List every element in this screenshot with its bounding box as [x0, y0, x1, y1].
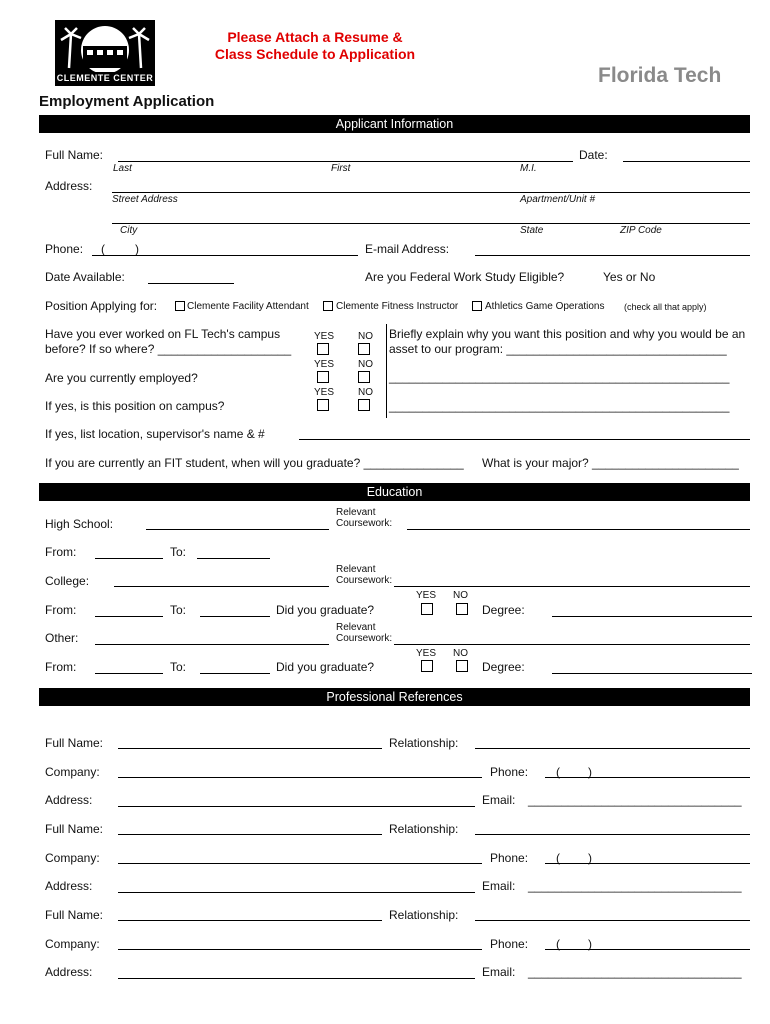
phone-paren-close: ): [135, 242, 139, 256]
hs-coursework-field[interactable]: [407, 529, 750, 530]
date-label: Date:: [579, 148, 608, 162]
ref3-full-name-label: Full Name:: [45, 908, 104, 922]
ref2-company-field[interactable]: [118, 863, 482, 864]
ref2-phone-paren-close: ): [588, 851, 592, 865]
other-to-field[interactable]: [200, 673, 270, 674]
ref2-full-name-label: Full Name:: [45, 822, 104, 836]
campus-no-label: NO: [358, 387, 373, 398]
hs-from-label: From:: [45, 545, 77, 559]
ref3-phone-field[interactable]: [545, 949, 750, 950]
other-coursework-label: Coursework:: [336, 633, 393, 644]
ref1-phone-paren-open: (: [556, 765, 560, 779]
ref3-full-name-field[interactable]: [118, 920, 382, 921]
ref2-relationship-field[interactable]: [475, 834, 750, 835]
explain-prompt-line1: Briefly explain why you want this position and why you would be an: [389, 327, 746, 341]
college-degree-field[interactable]: [552, 616, 752, 617]
ref2-phone-paren-open: (: [556, 851, 560, 865]
city-sublabel: City: [120, 225, 138, 236]
ref2-phone-field[interactable]: [545, 863, 750, 864]
ref3-phone-paren-open: (: [556, 937, 560, 951]
position-checkbox-fitness[interactable]: [323, 301, 333, 311]
major-question: What is your major? ______________________: [482, 456, 739, 470]
other-graduate-question: Did you graduate?: [276, 660, 375, 674]
worked-yes-checkbox[interactable]: [317, 343, 329, 355]
ref3-phone-paren-close: ): [588, 937, 592, 951]
college-degree-label: Degree:: [482, 603, 525, 617]
college-no-label: NO: [453, 590, 468, 601]
other-degree-field[interactable]: [552, 673, 752, 674]
org-name: Florida Tech: [598, 64, 722, 87]
position-option-fitness: Clemente Fitness Instructor: [336, 301, 459, 312]
explain-line4: ___________________________________________________: [389, 399, 730, 413]
ref3-company-label: Company:: [45, 937, 100, 951]
college-from-label: From:: [45, 603, 77, 617]
first-sublabel: First: [331, 163, 351, 174]
date-available-field[interactable]: [148, 283, 234, 284]
email-field[interactable]: [475, 255, 750, 256]
phone-field[interactable]: [92, 255, 358, 256]
other-degree-label: Degree:: [482, 660, 525, 674]
hs-relevant-label: Relevant: [336, 507, 376, 518]
high-school-field[interactable]: [146, 529, 329, 530]
high-school-label: High School:: [45, 517, 114, 531]
attach-notice-line2: Class Schedule to Application: [214, 46, 416, 62]
ref1-company-field[interactable]: [118, 777, 482, 778]
ref2-address-field[interactable]: [118, 892, 475, 893]
hs-from-field[interactable]: [95, 558, 163, 559]
college-yes-label: YES: [416, 590, 437, 601]
college-to-label: To:: [170, 603, 187, 617]
ref1-email-label: Email:: [482, 793, 516, 807]
college-from-field[interactable]: [95, 616, 163, 617]
campus-no-checkbox[interactable]: [358, 399, 370, 411]
hs-to-field[interactable]: [197, 558, 270, 559]
check-all-note: (check all that apply): [624, 302, 707, 312]
city-state-zip-field[interactable]: [112, 223, 750, 224]
ref1-address-field[interactable]: [118, 806, 475, 807]
campus-question: If yes, is this position on campus?: [45, 399, 225, 413]
logo-text: CLEMENTE CENTER: [56, 73, 154, 83]
other-from-field[interactable]: [95, 673, 163, 674]
employed-yes-label: YES: [314, 359, 335, 370]
employed-yes-checkbox[interactable]: [317, 371, 329, 383]
ref1-relationship-field[interactable]: [475, 748, 750, 749]
section-professional-references: Professional References: [39, 688, 750, 706]
employed-no-label: NO: [358, 359, 373, 370]
college-relevant-label: Relevant: [336, 564, 376, 575]
street-address-field[interactable]: [112, 192, 750, 193]
position-option-athletics: Athletics Game Operations: [485, 301, 605, 312]
college-label: College:: [45, 574, 90, 588]
ref3-relationship-field[interactable]: [475, 920, 750, 921]
position-option-facility: Clemente Facility Attendant: [187, 301, 309, 312]
worked-no-label: NO: [358, 331, 373, 342]
ref1-address-label: Address:: [45, 793, 93, 807]
other-from-label: From:: [45, 660, 77, 674]
address-label: Address:: [45, 179, 93, 193]
graduate-question: If you are currently an FIT student, when will you graduate? _______________: [45, 456, 464, 470]
list-location-field[interactable]: [299, 439, 750, 440]
hs-coursework-label: Coursework:: [336, 518, 393, 529]
college-to-field[interactable]: [200, 616, 270, 617]
ref3-phone-label: Phone:: [490, 937, 529, 951]
section-education: Education: [39, 483, 750, 501]
ref2-email-label: Email:: [482, 879, 516, 893]
email-label: E-mail Address:: [365, 242, 450, 256]
college-no-checkbox[interactable]: [456, 603, 468, 615]
ref1-full-name-label: Full Name:: [45, 736, 104, 750]
worked-no-checkbox[interactable]: [358, 343, 370, 355]
other-relevant-label: Relevant: [336, 622, 376, 633]
other-yes-checkbox[interactable]: [421, 660, 433, 672]
full-name-label: Full Name:: [45, 148, 104, 162]
employed-question: Are you currently employed?: [45, 371, 198, 385]
clemente-center-logo: [55, 20, 155, 86]
worked-question-line2: before? If so where? ____________________: [45, 342, 292, 356]
date-field[interactable]: [623, 161, 750, 162]
form-title: Employment Application: [39, 93, 215, 110]
ref2-relationship-label: Relationship:: [389, 822, 459, 836]
ref1-company-label: Company:: [45, 765, 100, 779]
campus-yes-label: YES: [314, 387, 335, 398]
fws-question: Are you Federal Work Study Eligible?: [365, 270, 565, 284]
worked-yes-label: YES: [314, 331, 335, 342]
zip-sublabel: ZIP Code: [620, 225, 662, 236]
ref2-email-field[interactable]: ________________________________: [528, 879, 742, 893]
state-sublabel: State: [520, 225, 544, 236]
other-label: Other:: [45, 631, 79, 645]
apt-sublabel: Apartment/Unit #: [520, 194, 596, 205]
position-label: Position Applying for:: [45, 299, 158, 313]
other-yes-label: YES: [416, 648, 437, 659]
mi-sublabel: M.I.: [520, 163, 537, 174]
ref1-phone-field[interactable]: [545, 777, 750, 778]
hs-to-label: To:: [170, 545, 187, 559]
college-field[interactable]: [114, 586, 329, 587]
ref1-relationship-label: Relationship:: [389, 736, 459, 750]
phone-paren-open: (: [101, 242, 105, 256]
ref3-company-field[interactable]: [118, 949, 482, 950]
last-sublabel: Last: [113, 163, 132, 174]
campus-yes-checkbox[interactable]: [317, 399, 329, 411]
date-available-label: Date Available:: [45, 270, 125, 284]
ref1-phone-label: Phone:: [490, 765, 529, 779]
college-coursework-label: Coursework:: [336, 575, 393, 586]
fws-yes-or-no: Yes or No: [603, 270, 656, 284]
full-name-field[interactable]: [118, 161, 573, 162]
worked-question-line1: Have you ever worked on FL Tech's campus: [45, 327, 281, 341]
street-sublabel: Street Address: [112, 194, 178, 205]
attach-notice-line1: Please Attach a Resume &: [227, 29, 403, 45]
ref3-email-label: Email:: [482, 965, 516, 979]
ref3-address-field[interactable]: [118, 978, 475, 979]
college-graduate-question: Did you graduate?: [276, 603, 375, 617]
position-checkbox-athletics[interactable]: [472, 301, 482, 311]
ref1-full-name-field[interactable]: [118, 748, 382, 749]
ref3-relationship-label: Relationship:: [389, 908, 459, 922]
other-to-label: To:: [170, 660, 187, 674]
ref3-address-label: Address:: [45, 965, 93, 979]
ref2-phone-label: Phone:: [490, 851, 529, 865]
ref2-address-label: Address:: [45, 879, 93, 893]
other-coursework-field[interactable]: [394, 644, 750, 645]
phone-label: Phone:: [45, 242, 84, 256]
section-applicant-information: Applicant Information: [39, 115, 750, 133]
explain-line3: ___________________________________________________: [389, 370, 730, 384]
other-no-checkbox[interactable]: [456, 660, 468, 672]
college-yes-checkbox[interactable]: [421, 603, 433, 615]
explain-prompt-line2: asset to our program: _________________________________: [389, 342, 727, 356]
ref3-email-field[interactable]: ________________________________: [528, 965, 742, 979]
list-location-label: If yes, list location, supervisor's name & #: [45, 427, 265, 441]
other-field[interactable]: [95, 644, 329, 645]
ref2-company-label: Company:: [45, 851, 100, 865]
ref1-email-field[interactable]: ________________________________: [528, 793, 742, 807]
ref1-phone-paren-close: ): [588, 765, 592, 779]
college-coursework-field[interactable]: [394, 586, 750, 587]
employed-no-checkbox[interactable]: [358, 371, 370, 383]
other-no-label: NO: [453, 648, 468, 659]
position-checkbox-facility[interactable]: [175, 301, 185, 311]
ref2-full-name-field[interactable]: [118, 834, 382, 835]
